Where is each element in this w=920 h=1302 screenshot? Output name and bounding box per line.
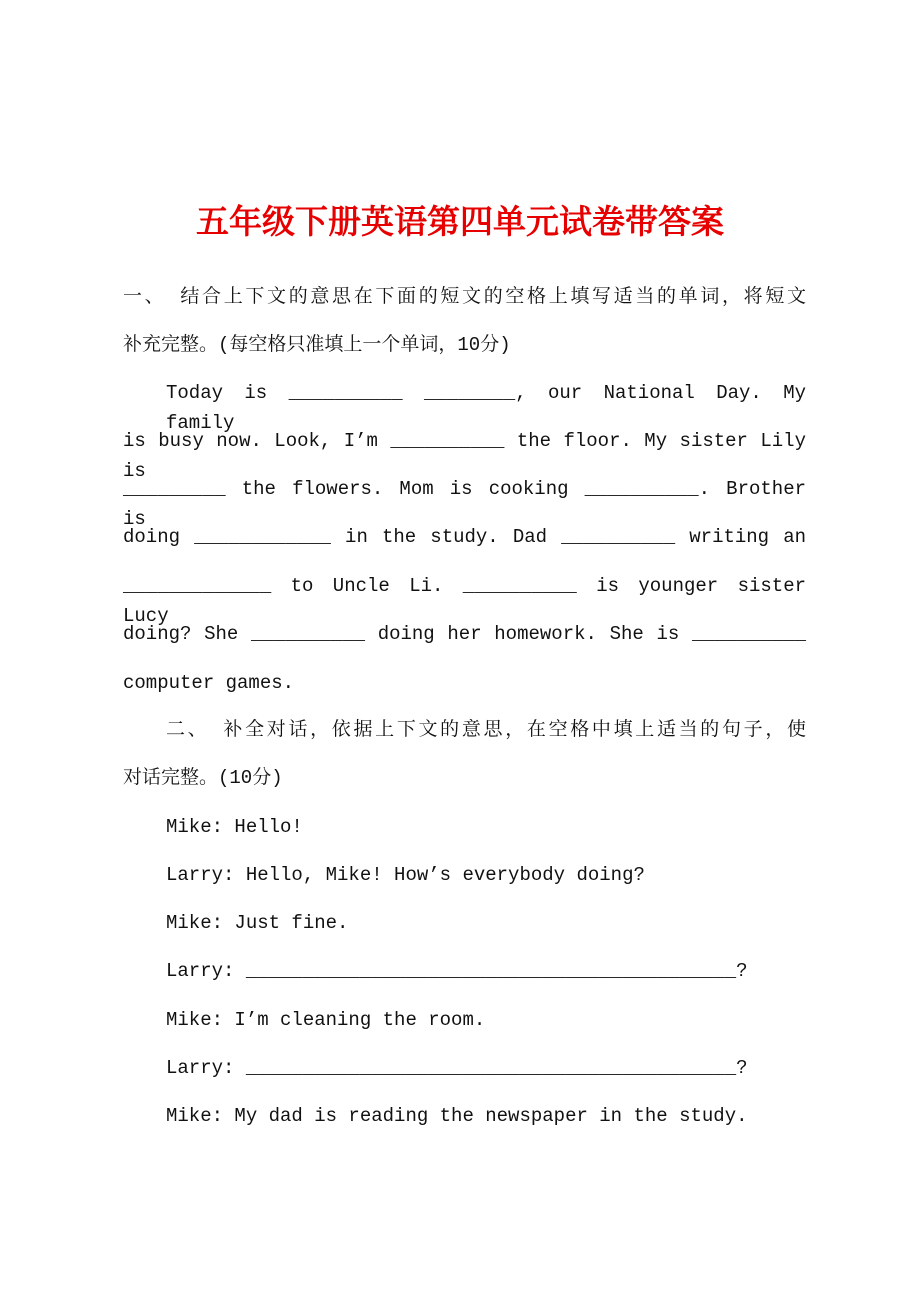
passage-line: _____________ to Uncle Li. __________ is younger sister Lucy [123, 575, 806, 627]
section1-heading-line2: 补充完整。(每空格只准填上一个单词，10分) [123, 334, 511, 356]
passage-line: Today is __________ ________, our National Day. My family [166, 382, 806, 434]
passage-line: doing? She __________ doing her homework. She is __________ [123, 623, 806, 645]
section2-heading-line2: 对话完整。(10分) [123, 767, 283, 789]
section1-heading-line1: 一、 结合上下文的意思在下面的短文的空格上填写适当的单词，将短文 [123, 286, 806, 308]
document-title: 五年级下册英语第四单元试卷带答案 [196, 202, 724, 241]
dialogue-line: Mike: I’m cleaning the room. [166, 1009, 486, 1031]
passage-line: is busy now. Look, I’m __________ the floor. My sister Lily is [123, 430, 806, 482]
dialogue-line: Larry: ___________________________________________? [166, 1057, 748, 1079]
dialogue-line: Mike: Hello! [166, 816, 303, 838]
passage-line: doing ____________ in the study. Dad __________ writing an [123, 526, 806, 548]
section2-heading-line1: 二、 补全对话，依据上下文的意思，在空格中填上适当的句子，使 [166, 719, 806, 741]
dialogue-line: Larry: ___________________________________________? [166, 960, 748, 982]
dialogue-line: Larry: Hello, Mike! How’s everybody doing? [166, 864, 645, 886]
dialogue-line: Mike: My dad is reading the newspaper in the study. [166, 1105, 748, 1127]
passage-line: _________ the flowers. Mom is cooking __________. Brother is [123, 478, 806, 530]
dialogue-line: Mike: Just fine. [166, 912, 349, 934]
passage-line: computer games. [123, 672, 295, 694]
